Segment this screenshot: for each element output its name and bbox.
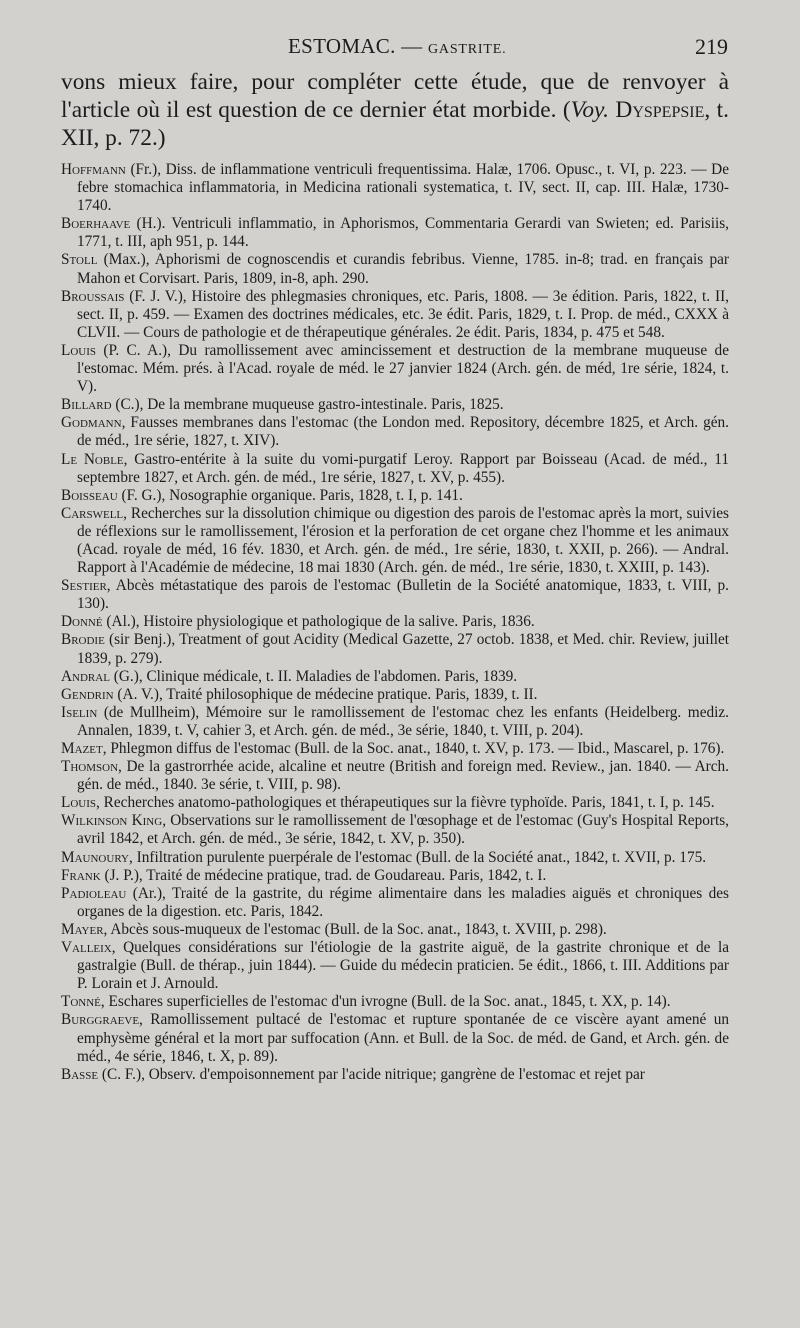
bibliography-entry bbox=[61, 451, 729, 487]
entry-text: , Quelques considérations sur l'étiologie de la gastrite aiguë, de la gastrite chronique et de la gastralgie (Bull. de thérap., juin 1844). — Guide du médecin praticien. 5e édit., 1866, t. III. Additions par P. Lorain et J. Arnould. bbox=[77, 939, 729, 993]
intro-voy: Voy. bbox=[570, 97, 609, 123]
intro-ref-tail: , t. XII, p. 72.) bbox=[61, 97, 729, 151]
bibliography-entry bbox=[61, 613, 729, 631]
entry-text: , Abcès métastatique des parois de l'estomac (Bulletin de la Société anatomique, 1833, t. VIII, p. 130). bbox=[77, 577, 729, 613]
bibliography-entry bbox=[61, 251, 729, 287]
entry-author: Frank bbox=[61, 866, 101, 884]
bibliography-entry bbox=[61, 740, 729, 758]
entry-text: , Infiltration purulente puerpérale de l'estomac (Bull. de la Société anat., 1842, t. XVII, p. 175. bbox=[129, 848, 707, 866]
entry-author: Padioleau bbox=[61, 884, 127, 902]
bibliography-entry bbox=[61, 812, 729, 848]
entry-text: , Ramollissement pultacé de l'estomac et rupture spontanée de ce viscère ayant amené un emphysème général et la mort par suffocation (Ann. et Bull. de la Soc. de méd. de Gand, et Arch. gén. de méd., 4e série, 1846, t. X, p. 89). bbox=[77, 1011, 729, 1065]
bibliography-entry bbox=[61, 993, 729, 1011]
running-header bbox=[0, 34, 800, 64]
entry-text: (F. G.), Nosographie organique. Paris, 1828, t. I, p. 141. bbox=[117, 486, 463, 504]
intro-text: vons mieux faire, pour compléter cette étude, que de renvoyer à l'article où il est question de ce dernier état morbide. ( bbox=[61, 69, 729, 123]
running-title-main: ESTOMAC. — bbox=[288, 34, 429, 58]
entry-text: (P. C. A.), Du ramollissement avec amincissement et destruction de la membrane muqueuse de l'estomac. Mém. prés. à l'Acad. royale de méd. le 27 janvier 1824 (Arch. gén. de méd, 1re série, 1824, t. V). bbox=[77, 341, 729, 396]
entry-text: , Gastro-entérite à la suite du vomi-purgatif Leroy. Rapport par Boisseau (Acad. de méd., 11 septembre 1827, et Arch. gén. de méd., 1re série, 1827, t. XV, p. 455). bbox=[77, 450, 729, 486]
bibliography-entry bbox=[61, 1011, 729, 1065]
entry-author: Billard bbox=[61, 396, 112, 414]
entry-author: Godmann bbox=[61, 414, 122, 432]
entry-text: , Fausses membranes dans l'estomac (the London med. Repository, décembre 1825, et Arch. gén. de méd., 1re série, 1827, t. XIV). bbox=[77, 414, 729, 450]
entry-author: Brodie bbox=[61, 631, 105, 649]
bibliography-entry bbox=[61, 867, 729, 885]
entry-text: (C. F.), Observ. d'empoisonnement par l'acide nitrique; gangrène de l'estomac et rejet par bbox=[98, 1065, 645, 1083]
entry-text: (Fr.), Diss. de inflammatione ventriculi frequentissima. Halæ, 1706. Opusc., t. VI, p. 223. — De febre stomachica inflammatoria, in Medicina rationali systematica, t. IV, sect. II, cap. III. Halæ, 1730-1740. bbox=[77, 161, 729, 215]
bibliography-entry bbox=[61, 758, 729, 794]
bibliography-entry bbox=[61, 794, 729, 812]
entry-text: (A. V.), Traité philosophique de médecine pratique. Paris, 1839, t. II. bbox=[113, 685, 538, 703]
entry-author: Stoll bbox=[61, 251, 98, 269]
bibliography-entry bbox=[61, 288, 729, 342]
entry-author: Broussais bbox=[61, 287, 125, 305]
bibliography-list bbox=[61, 161, 729, 1084]
bibliography-entry bbox=[61, 631, 729, 667]
entry-author: Thomson bbox=[61, 758, 119, 776]
entry-text: , Phlegmon diffus de l'estomac (Bull. de la Soc. anat., 1840, t. XV, p. 173. — Ibid., Mascarel, p. 176). bbox=[102, 740, 725, 757]
entry-author: Maunoury bbox=[61, 848, 129, 866]
bibliography-entry bbox=[61, 215, 729, 251]
entry-author: Burggraeve bbox=[61, 1011, 140, 1029]
entry-author: Valleix bbox=[61, 939, 112, 957]
entry-author: Louis bbox=[61, 794, 97, 812]
entry-author: Boisseau bbox=[61, 486, 118, 504]
bibliography-entry bbox=[61, 921, 729, 939]
bibliography-entry bbox=[61, 704, 729, 740]
bibliography-entry bbox=[61, 396, 729, 414]
entry-author: Carswell bbox=[61, 504, 124, 522]
entry-author: Gendrin bbox=[61, 685, 114, 703]
entry-author: Mazet bbox=[61, 740, 103, 757]
entry-author: Boerhaave bbox=[61, 215, 131, 233]
entry-text: (de Mullheim), Mémoire sur le ramollissement de l'estomac chez les enfants (Heidelberg. mediz. Annalen, 1839, t. V, cahier 3, et Arch. gén. de méd., 3e série, 1840, t. VIII, p. 204). bbox=[77, 703, 729, 739]
bibliography-entry bbox=[61, 686, 729, 704]
bibliography-entry bbox=[61, 161, 729, 215]
entry-text: (G.), Clinique médicale, t. II. Maladies de l'abdomen. Paris, 1839. bbox=[109, 667, 518, 685]
entry-text: (Ar.), Traité de la gastrite, du régime alimentaire dans les maladies aiguës et chroniques des organes de la digestion. etc. Paris, 1842. bbox=[77, 884, 729, 920]
entry-text: , Recherches sur la dissolution chimique ou digestion des parois de l'estomac après la mort, suivies de réflexions sur le ramollissement, l'érosion et la perforation de cet organe chez l'homme et les animaux (Acad. royale de méd, 16 fév. 1830, et Arch. gén. de méd., 1re série, 1830, t. XXII, p. 266). — Andral. Rapport à l'Académie de médecine, 18 mai 1830 (Arch. gén. de méd., 1re série, 1830, t. XXIII, p. 143). bbox=[77, 504, 729, 577]
entry-text: , Recherches anatomo-pathologiques et thérapeutiques sur la fièvre typhoïde. Paris, 1841, t. I, p. 145. bbox=[96, 794, 715, 812]
entry-text: (F. J. V.), Histoire des phlegmasies chroniques, etc. Paris, 1808. — 3e édition. Paris, 1822, t. II, sect. II, p. 459. — Examen des doctrines médicales, etc. 3e édit. Paris, 1829, t. I. Prop. de méd., CXXX à CLVII. — Cours de pathologie et de thérapeutique générales. 2e édit. Paris, 1834, p. 475 et 548. bbox=[77, 287, 729, 341]
entry-text: (Max.), Aphorismi de cognoscendis et curandis febribus. Vienne, 1785. in-8; trad. en français par Mahon et Corvisart. Paris, 1809, in-8, aph. 290. bbox=[77, 251, 729, 287]
bibliography-entry bbox=[61, 939, 729, 993]
entry-author: Tonné bbox=[61, 993, 101, 1011]
bibliography-entry bbox=[61, 668, 729, 686]
bibliography-entry bbox=[61, 577, 729, 613]
running-title bbox=[288, 34, 506, 59]
entry-author: Le Noble bbox=[61, 450, 124, 468]
bibliography-entry bbox=[61, 849, 729, 867]
entry-text: , Observations sur le ramollissement de l'œsophage et de l'estomac (Guy's Hospital Reports, avril 1842, et Arch. gén. de méd., 3e série, 1842, t. XV, p. 350). bbox=[77, 812, 729, 848]
entry-text: (H.). Ventriculi inflammatio, in Aphorismos, Commentaria Gerardi van Swieten; ed. Parisiis, 1771, t. III, aph 951, p. 144. bbox=[77, 215, 729, 251]
entry-text: (C.), De la membrane muqueuse gastro-intestinale. Paris, 1825. bbox=[111, 396, 504, 414]
entry-text: (J. P.), Traité de médecine pratique, trad. de Goudareau. Paris, 1842, t. I. bbox=[100, 866, 547, 884]
entry-author: Wilkinson King bbox=[61, 812, 163, 830]
entry-author: Basse bbox=[61, 1065, 99, 1083]
bibliography-entry bbox=[61, 885, 729, 921]
entry-text: (Al.), Histoire physiologique et pathologique de la salive. Paris, 1836. bbox=[102, 613, 535, 631]
entry-author: Sestier bbox=[61, 577, 107, 595]
entry-author: Mayer bbox=[61, 920, 104, 938]
entry-author: Iselin bbox=[61, 703, 98, 721]
entry-author: Andral bbox=[61, 667, 110, 685]
bibliography-entry bbox=[61, 505, 729, 577]
entry-text: , De la gastrorrhée acide, alcaline et neutre (British and foreign med. Review., jan. 1840. — Arch. gén. de méd., 1840. 3e série, t. VIII, p. 98). bbox=[77, 758, 729, 794]
bibliography-entry bbox=[61, 487, 729, 505]
bibliography-entry bbox=[61, 1066, 729, 1084]
entry-text: , Eschares superficielles de l'estomac d'un ivrogne (Bull. de la Soc. anat., 1845, t. XX, p. 14). bbox=[100, 993, 671, 1011]
entry-author: Louis bbox=[61, 341, 97, 359]
entry-author: Hoffmann bbox=[61, 161, 126, 178]
entry-text: (sir Benj.), Treatment of gout Acidity (Medical Gazette, 27 octob. 1838, et Med. chir. Review, juillet 1839, p. 279). bbox=[77, 631, 729, 667]
intro-ref-word: Dyspepsie bbox=[608, 97, 705, 123]
bibliography-entry bbox=[61, 342, 729, 396]
entry-author: Donné bbox=[61, 613, 103, 631]
bibliography-entry bbox=[61, 414, 729, 450]
page-number: 219 bbox=[695, 34, 728, 59]
intro-paragraph bbox=[61, 68, 729, 152]
entry-text: , Abcès sous-muqueux de l'estomac (Bull. de la Soc. anat., 1843, t. XVIII, p. 298). bbox=[103, 920, 607, 938]
running-title-sub: GASTRITE. bbox=[428, 42, 507, 57]
